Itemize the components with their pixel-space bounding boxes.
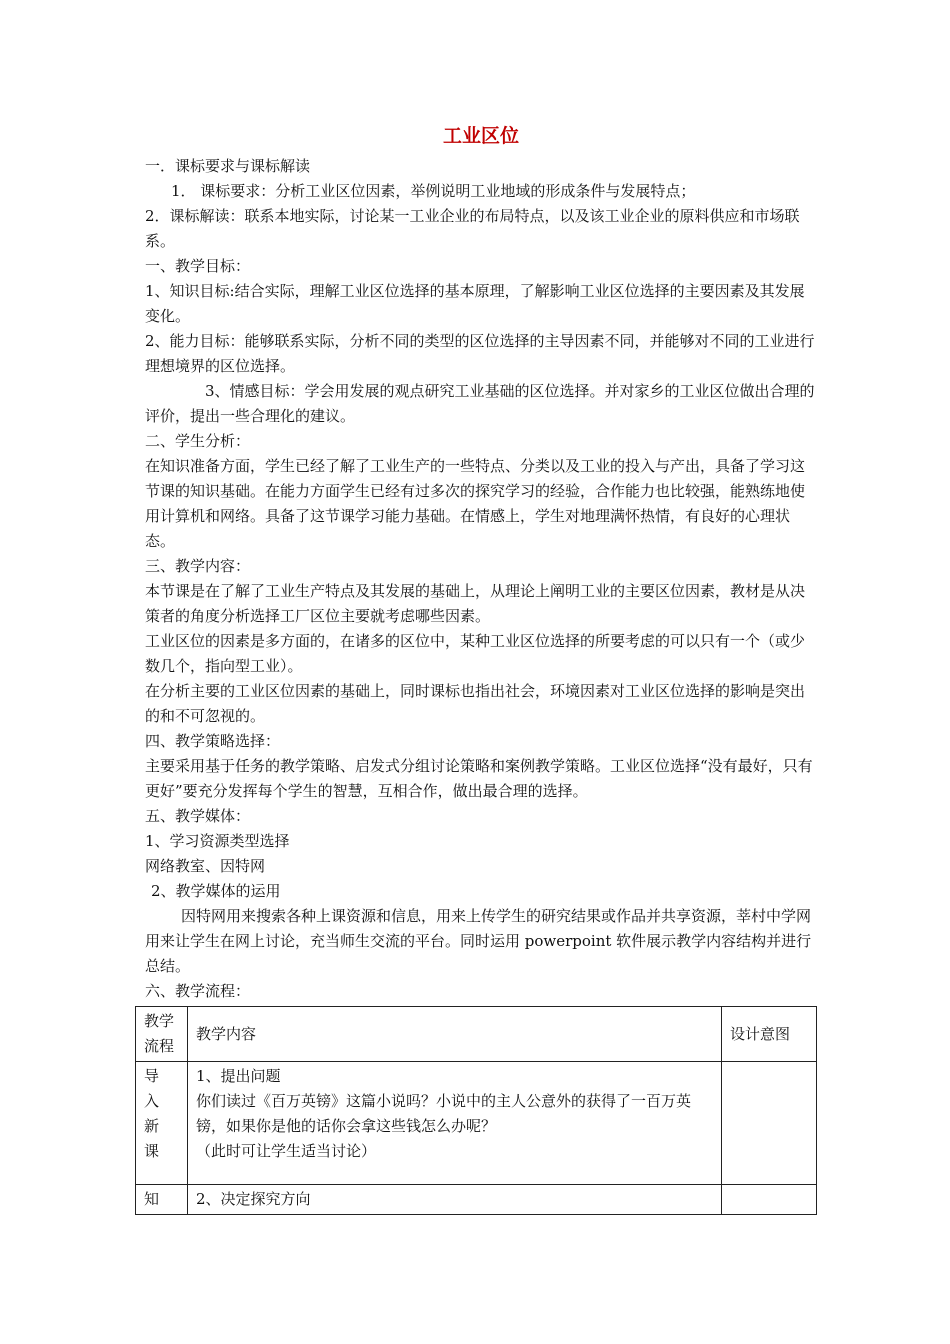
- paragraph: 因特网用来搜索各种上课资源和信息，用来上传学生的研究结果或作品并共享资源，莘村中学网用来让学生在网上讨论，充当师生交流的平台。同时运用 powerpoint 软件展示教学内容结构并进行总结。: [145, 907, 812, 975]
- paragraph: 1、学习资源类型选择: [145, 832, 290, 850]
- paragraph: 1、知识目标:结合实际，理解工业区位选择的基本原理，了解影响工业区位选择的主要因素及其发展变化。: [145, 282, 805, 325]
- table-cell-intent: [722, 1185, 817, 1215]
- paragraph: 工业区位的因素是多方面的，在诸多的区位中，某种工业区位选择的所要考虑的可以只有一个（或少数几个，指向型工业）。: [145, 632, 806, 675]
- paragraph: 在分析主要的工业区位因素的基础上，同时课标也指出社会，环境因素对工业区位选择的影响是突出的和不可忽视的。: [145, 682, 806, 725]
- section-heading: 三、教学内容：: [145, 557, 251, 575]
- paragraph: 网络教室、因特网: [145, 857, 266, 875]
- paragraph: 本节课是在了解了工业生产特点及其发展的基础上，从理论上阐明工业的主要区位因素，教材是从决策者的角度分析选择工厂区位主要就考虑哪些因素。: [145, 582, 806, 625]
- section-heading: 六、教学流程：: [145, 982, 251, 1000]
- paragraph: 在知识准备方面，学生已经了解了工业生产的一些特点、分类以及工业的投入与产出，具备了学习这节课的知识基础。在能力方面学生已经有过多次的探究学习的经验，合作能力也比较强，能熟练地使用计算机和网络。具备了这节课学习能力基础。在情感上，学生对地理满怀热情，有良好的心理状态。: [145, 457, 806, 550]
- section-heading: 一、教学目标：: [145, 257, 251, 275]
- table-cell-intent: [722, 1062, 817, 1185]
- paragraph: 1． 课标要求：分析工业区位因素，举例说明工业地域的形成条件与发展特点；: [171, 182, 696, 200]
- document-page: [145, 122, 817, 1215]
- paragraph: 3、情感目标：学会用发展的观点研究工业基础的区位选择。并对家乡的工业区位做出合理的评价，提出一些合理化的建议。: [145, 382, 815, 425]
- content-line: 你们读过《百万英镑》这篇小说吗？小说中的主人公意外的获得了一百万英镑，如果你是他的话你会拿这些钱怎么办呢？: [196, 1092, 692, 1135]
- section-heading: 二、学生分析：: [145, 432, 251, 450]
- table-row: [136, 1062, 817, 1185]
- table-header-cell: 设计意图: [722, 1007, 817, 1062]
- section-heading: 五、教学媒体：: [145, 807, 251, 825]
- paragraph: 2．课标解读：联系本地实际，讨论某一工业企业的布局特点，以及该工业企业的原料供应和市场联系。: [145, 207, 800, 250]
- table-cell-stage: [136, 1062, 188, 1185]
- table-header-row: [136, 1007, 817, 1062]
- section-heading: 四、教学策略选择：: [145, 732, 281, 750]
- table-row: [136, 1185, 817, 1215]
- table-header-cell: 教学内容: [188, 1007, 722, 1062]
- table-cell-stage: 知: [136, 1185, 188, 1215]
- stage-label: 导入新课: [144, 1067, 160, 1160]
- teaching-flow-table: [135, 1006, 817, 1215]
- table-cell-content: [188, 1062, 722, 1185]
- page-title: 工业区位: [442, 125, 519, 147]
- paragraph: 主要采用基于任务的教学策略、启发式分组讨论策略和案例教学策略。工业区位选择“没有最好，只有更好”要充分发挥每个学生的智慧，互相合作，做出最合理的选择。: [145, 757, 813, 800]
- paragraph: 2、教学媒体的运用: [151, 882, 281, 900]
- table-cell-content: 2、决定探究方向: [188, 1185, 722, 1215]
- paragraph: 2、能力目标：能够联系实际，分析不同的类型的区位选择的主导因素不同，并能够对不同的工业进行理想境界的区位选择。: [145, 332, 815, 375]
- content-line: 1、提出问题: [196, 1067, 281, 1085]
- content-line: （此时可让学生适当讨论）: [196, 1142, 377, 1160]
- section-heading: 一．课标要求与课标解读: [145, 157, 311, 175]
- table-header-cell: 教学流程: [136, 1007, 188, 1062]
